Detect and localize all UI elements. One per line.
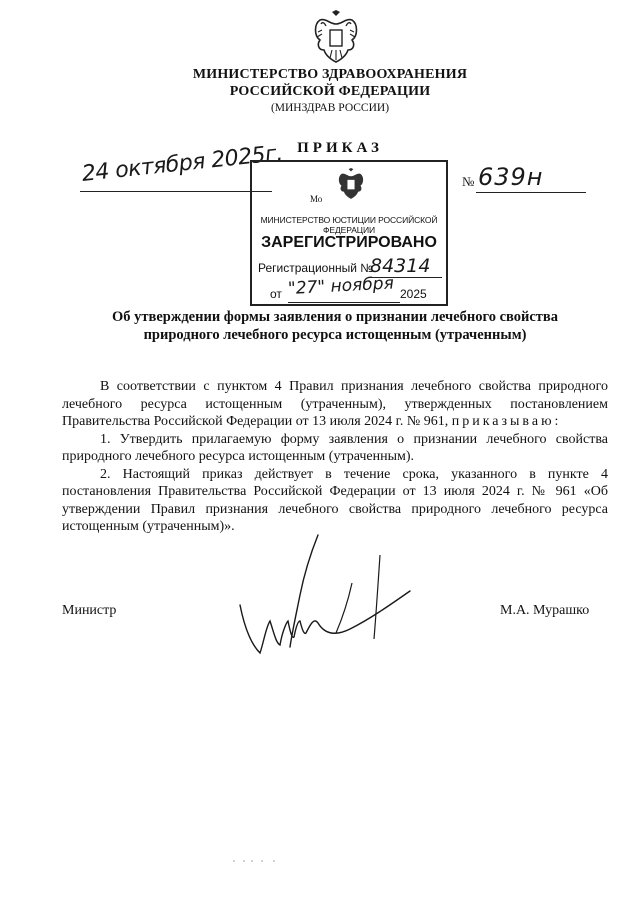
signatory-position: Министр [62,603,117,618]
order-number-underline [476,192,586,193]
order-number-handwritten: 639н [478,163,544,191]
preamble-paragraph [62,378,608,431]
ministry-short-name: (МИНЗДРАВ РОССИИ) [270,102,390,114]
stamp-ministry: МИНИСТЕРСТВО ЮСТИЦИИ РОССИЙСКОЙ ФЕДЕРАЦИИ [260,215,438,235]
preamble-text: В соответствии с пунктом 4 Правил признания лечебного свойства природного лечебного ресурса истощенным (утраченным), утвержденных постановлением Правительства Российской Федерации от 13 июля 2024 г. № 961, [62,379,608,429]
signatory-name: М.А. Мурашко [500,603,590,618]
order-date-handwritten: 24 октября 2025г. [80,140,284,187]
handwritten-signature [230,525,430,665]
order-item-1: 1. Утвердить прилагаемую форму заявления о признании лечебного свойства природного лечебного ресурса истощенным (утраченным). [62,431,608,464]
stamp-reg-number-value: 84314 [370,255,431,277]
document-body [62,378,608,536]
scan-artifact [230,858,280,864]
stamp-date-underline [288,302,400,303]
stamp-date-year: 2025 [400,287,427,301]
order-title: ПРИКАЗ [297,140,383,156]
document-title-line2: природного лечебного ресурса истощенным (утраченным) [143,327,527,343]
stamp-city-fragment: Мо [310,194,323,204]
stamp-status: ЗАРЕГИСТРИРОВАНО [261,234,437,251]
stamp-date-value: "27" ноября [287,273,395,299]
document-title-line1: Об утверждении формы заявления о признании лечебного свойства [111,309,559,325]
russian-coat-of-arms-icon [336,168,366,200]
ministry-name-line2: РОССИЙСКОЙ ФЕДЕРАЦИИ [229,84,431,99]
ministry-name-line1: МИНИСТЕРСТВО ЗДРАВООХРАНЕНИЯ [192,67,468,82]
russian-coat-of-arms-icon [312,10,360,64]
stamp-reg-number-label: Регистрационный № [258,261,374,275]
order-date-underline [80,191,272,192]
document-title [80,308,590,344]
order-number-prefix: № [462,174,475,189]
registration-stamp [250,160,448,306]
order-directive: приказываю: [451,414,562,429]
stamp-date-prefix: от [270,287,282,301]
order-item-2: 2. Настоящий приказ действует в течение срока, указанного в пункте 4 постановления Правительства Российской Федерации от 13 июля 2024 г. № 961 «Об утверждении Правил признания лечебного свойства природного лечебного ресурса истощенным (утраченным)». [62,466,608,534]
